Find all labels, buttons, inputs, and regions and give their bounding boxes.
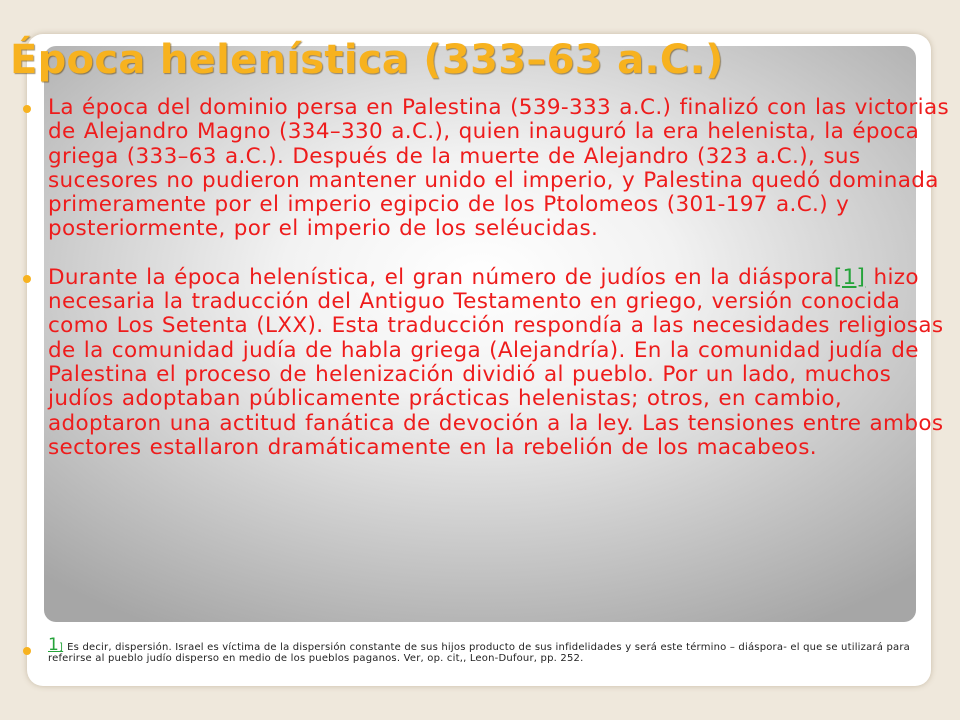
- slide-title: Época helenística (333–63 a.C.): [10, 37, 724, 83]
- paragraph-hellenistic-start: Durante la época helenística, el gran número de judíos en la diáspora: [48, 264, 834, 290]
- bullet-dot-icon: [23, 105, 31, 113]
- bullet-dot-icon: [23, 647, 31, 655]
- paragraph-hellenistic-rest: hizo necesaria la traducción del Antiguo Testamento en griego, versión conocida como Los Setenta (LXX). Esta traducción respondía a las necesidades religiosas de la comunidad judía de habla griega (Alejandría). En la comunidad judía de Palestina el proceso de helenización dividió al pueblo. Por un lado, muchos judíos adoptaban públicamente prácticas helenistas; otros, en cambio, adoptaron una actitud fanática de devoción a la ley. Las tensiones entre ambos sectores estallaron dramáticamente en la rebelión de los macabeos.: [48, 264, 944, 460]
- footnote-text: Es decir, dispersión. Israel es víctima de la dispersión constante de sus hijos producto de sus infidelidades y será este término – diáspora- el que se utilizará para referirse al pueblo judío disperso en medio de los pueblos paganos. Ver, op. cit,, Leon-Dufour, pp. 252.: [48, 642, 910, 664]
- bullet-list: [20, 96, 950, 460]
- paragraph-persian-era: La época del dominio persa en Palestina (539-333 a.C.) finalizó con las victorias de Alejandro Magno (334–330 a.C.), quien inauguró la era helenista, la época griega (333–63 a.C.). Después de la muerte de Alejandro (323 a.C.), sus sucesores no pudieron mantener unido el imperio, y Palestina quedó dominada primeramente por el imperio egipcio de los Ptolomeos (301-197 a.C.) y posteriormente, por el imperio de los seléucidas.: [48, 95, 950, 242]
- footnote-reference-link[interactable]: [1]: [833, 264, 866, 290]
- footnote: [20, 635, 948, 664]
- bullet-item-persian-era: [20, 96, 950, 242]
- footnote-number-link[interactable]: 1: [48, 635, 60, 655]
- bullet-dot-icon: [23, 275, 31, 283]
- footnote-bracket: ]: [59, 642, 64, 653]
- bullet-item-hellenistic-era: [20, 266, 950, 460]
